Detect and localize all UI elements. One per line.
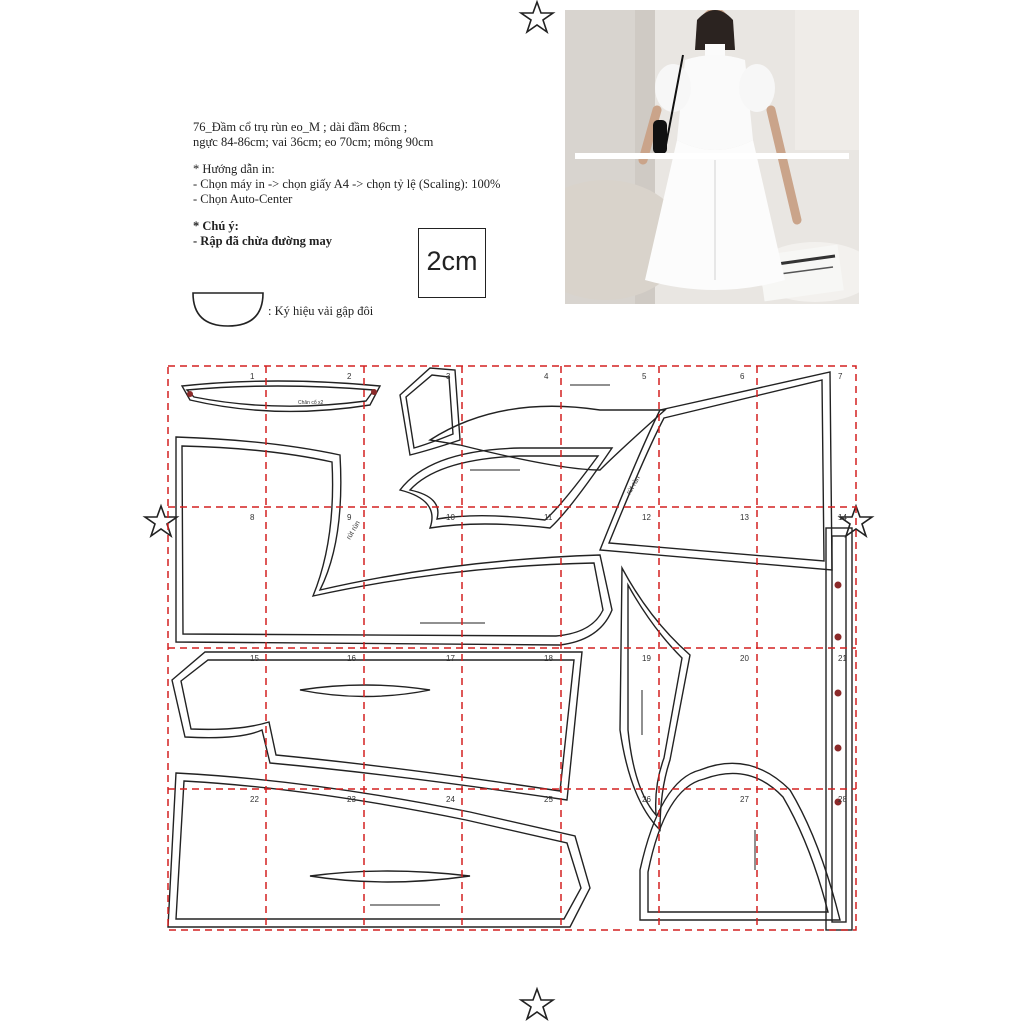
print-tile-grid [168,366,856,930]
note-heading: * Chú ý: [193,219,239,233]
tile-number: 26 [642,795,651,804]
tile-number: 21 [838,654,847,663]
tile-number: 12 [642,513,651,522]
tile-number: 10 [446,513,455,522]
pattern-title-line2: ngực 84-86cm; vai 36cm; eo 70cm; mông 90cm [193,135,434,149]
yoke-piece [430,406,665,470]
button-marks [187,389,842,806]
tile-number: 22 [250,795,259,804]
waist-panel-piece [620,568,690,830]
skirt-back-piece [168,773,590,927]
tile-number: 6 [740,372,745,381]
print-guide-heading: * Hướng dẫn in: [193,162,275,176]
tile-number: 3 [446,372,451,381]
pattern-pieces [168,368,852,930]
gather-label-1: rút rùn [345,519,362,541]
tile-number: 1 [250,372,255,381]
skirt-front-piece [172,652,582,800]
star-icon [145,506,177,536]
tile-number: 11 [544,513,553,522]
tile-number: 2 [347,372,352,381]
tile-number: 24 [446,795,455,804]
print-guide-step1: - Chọn máy in -> chọn giấy A4 -> chọn tỷ lệ (Scaling): 100% [193,177,501,191]
collar-label: Chân cổ x2 [298,400,324,406]
front-bodice-piece [176,437,612,645]
tile-number: 27 [740,795,749,804]
tile-number: 28 [838,795,847,804]
tile-number: 4 [544,372,549,381]
tile-number: 17 [446,654,455,663]
tile-number: 19 [642,654,651,663]
star-icon [521,989,553,1019]
tile-number: 15 [250,654,259,663]
gather-label-2: rút rùn [625,474,642,496]
tile-number: 25 [544,795,553,804]
fold-legend-label: : Ký hiệu vải gập đôi [268,304,374,318]
tile-number: 23 [347,795,356,804]
pattern-title-line1: 76_Đầm cổ trụ rùn eo_M ; dài đầm 86cm ; [193,120,408,134]
tile-number: 7 [838,372,843,381]
tile-number: 16 [347,654,356,663]
tile-number: 5 [642,372,647,381]
fold-symbol-icon [193,293,263,326]
tile-number: 8 [250,513,255,522]
star-icon [521,2,553,32]
tile-number: 9 [347,513,352,522]
sleeve-piece [640,763,840,920]
scale-box: 2cm [418,228,486,298]
tile-number: 13 [740,513,749,522]
tile-numbers [250,372,847,804]
tile-number: 20 [740,654,749,663]
tile-number: 18 [544,654,553,663]
note-text: - Rập đã chừa đường may [193,234,332,248]
print-guide-step2: - Chọn Auto-Center [193,192,293,206]
tile-number: 14 [838,513,847,522]
back-bodice-piece [600,372,832,570]
